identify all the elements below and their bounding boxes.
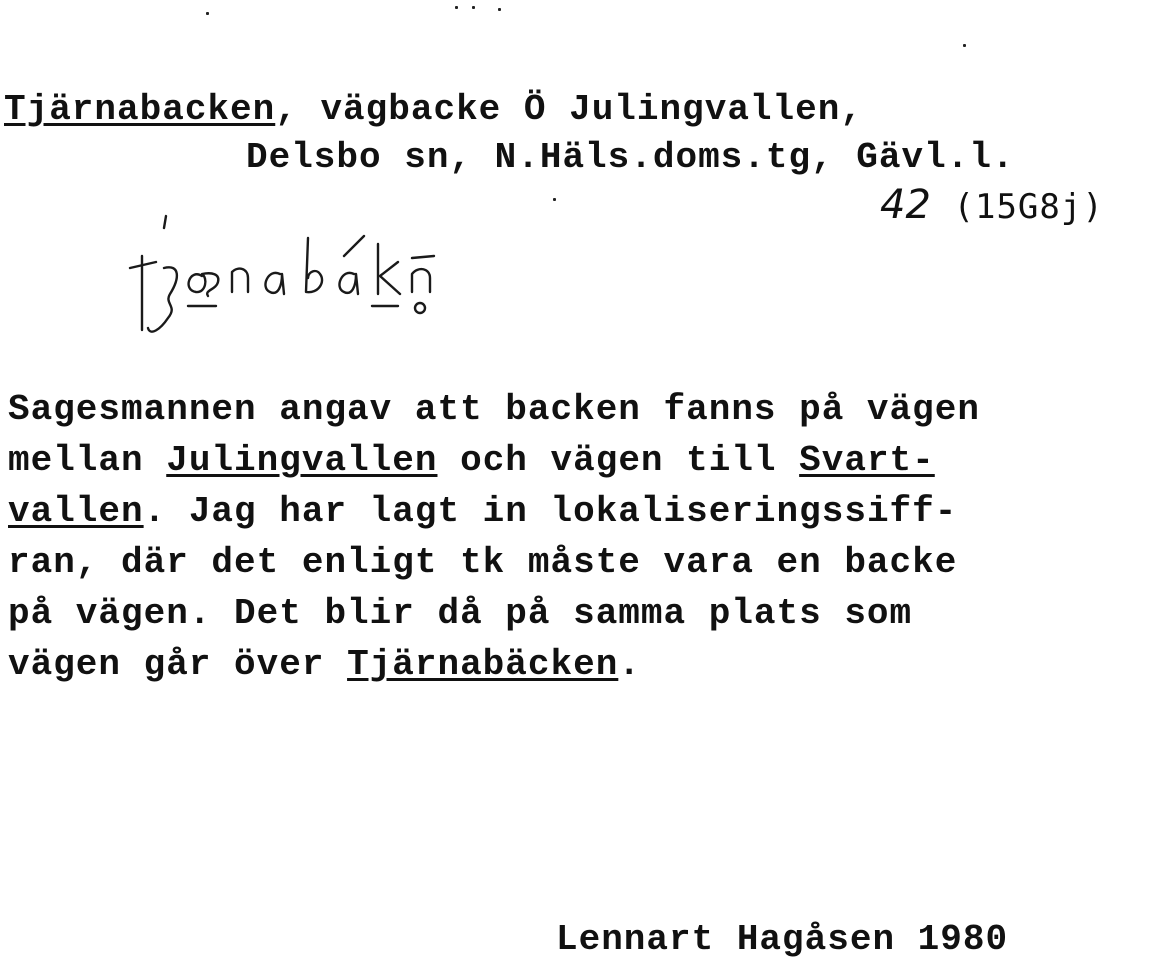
map-number: 42	[880, 182, 931, 228]
map-grid-ref: (15G8j)	[953, 187, 1104, 227]
body-text-segment: vägen går över	[8, 644, 348, 685]
body-line	[8, 486, 980, 537]
scan-speck	[498, 8, 501, 11]
body-text-segment: . Jag har lagt in lokaliseringssiff-	[143, 491, 958, 532]
body-paragraph	[8, 384, 980, 690]
scan-speck	[455, 6, 458, 9]
body-text-segment: och vägen till	[437, 440, 800, 481]
phonetic-text: tjǣnabákn̥	[120, 198, 126, 199]
scan-speck	[472, 6, 475, 9]
body-line: Sagesmannen angav att backen fanns på vägen	[8, 389, 980, 430]
body-line	[8, 639, 980, 690]
scan-speck	[963, 44, 966, 47]
place-link-julingvallen: Julingvallen	[166, 440, 438, 481]
place-link-tjarnabacken: Tjärnabäcken	[347, 644, 619, 685]
scan-speck	[206, 12, 209, 15]
body-line: ran, där det enligt tk måste vara en backe	[8, 542, 958, 583]
place-link-svartvallen-part1: Svart-	[799, 440, 935, 481]
place-link-svartvallen-part2: vallen	[8, 491, 144, 532]
place-name: Tjärnabacken	[4, 89, 276, 130]
map-reference-line	[880, 183, 1104, 231]
body-text-segment: mellan	[8, 440, 167, 481]
author-signature: Lennart Hagåsen 1980	[556, 919, 1009, 960]
place-description: , vägbacke Ö Julingvallen,	[275, 89, 863, 130]
place-heading	[4, 88, 863, 132]
scan-speck	[553, 198, 556, 201]
body-line: på vägen. Det blir då på samma plats som	[8, 593, 913, 634]
parish-district-line: Delsbo sn, N.Häls.doms.tg, Gävl.l.	[246, 137, 1015, 178]
phonetic-transcription	[120, 198, 540, 348]
body-text-segment: .	[618, 644, 641, 685]
body-line	[8, 435, 980, 486]
